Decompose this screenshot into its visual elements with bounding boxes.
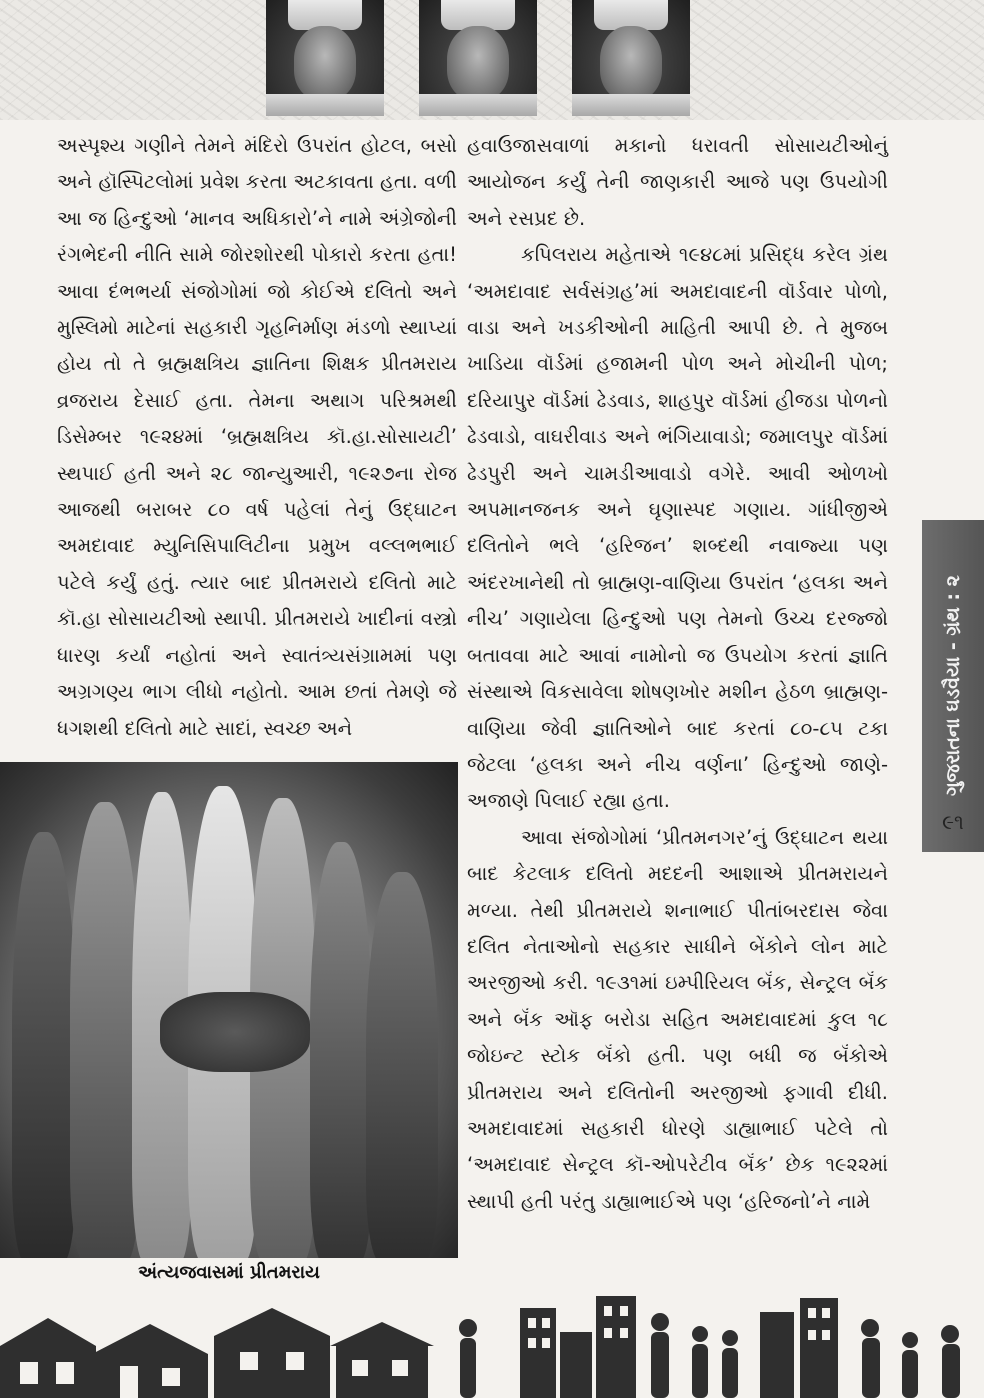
right-text-column [467,128,888,1220]
footer-silhouette-art [0,1288,984,1398]
left-text-column [57,128,457,747]
historical-group-photo [0,762,458,1258]
right-paragraph-1: હવાઉજાસવાળાં મકાનો ધરાવતી સોસાયટીઓનું આયોજન કર્યું તેની જાણકારી આજે પણ ઉપયોગી અને રસપ્રદ છે. [467,134,888,230]
portrait-image-1 [266,0,384,116]
left-paragraph-1: અસ્પૃશ્ય ગણીને તેમને મંદિરો ઉપરાંત હોટલ, બસો અને હૉસ્પિટલોમાં પ્રવેશ કરતા અટકાવતા હતા. વળી આ જ હિન્દુઓ ‘માનવ અધિકારો’ને નામે અંગ્રેજોની રંગભેદની નીતિ સામે જોરશોરથી પોકારો કરતા હતા! આવા દંભભર્યા સંજોગોમાં જો કોઈએ દલિતો અને મુસ્લિમો માટેનાં સહકારી ગૃહનિર્માણ મંડળો સ્થાપ્યાં હોય તો તે બ્રહ્મક્ષત્રિય જ્ઞાતિના શિક્ષક પ્રીતમરાય વ્રજરાય દેસાઈ હતા. તેમના અથાગ પરિશ્રમથી ડિસેમ્બર ૧૯૨૪માં ‘બ્રહ્મક્ષત્રિય કૉ.હા.સોસાયટી’ સ્થપાઈ હતી અને ૨૮ જાન્યુઆરી, ૧૯૨૭ના રોજ આજથી બરાબર ૮૦ વર્ષ પહેલાં તેનું ઉદ્‌ઘાટન અમદાવાદ મ્યુનિસિપાલિટીના પ્રમુખ વલ્લભભાઈ પટેલે કર્યું હતું. ત્યાર બાદ પ્રીતમરાયે દલિતો માટે કૉ.હા સોસાયટીઓ સ્થાપી. પ્રીતમરાયે ખાદીનાં વસ્ત્રો ધારણ કર્યાં નહોતાં અને સ્વાતંત્ર્યસંગ્રામમાં પણ અગ્રગણ્ય ભાગ લીધો નહોતો. આમ છતાં તેમણે જે ધગશથી દલિતો માટે સાદાં, સ્વચ્છ અને [57,134,457,740]
photo-caption: અંત્યજવાસમાં પ્રીતમરાય [138,1262,320,1283]
right-paragraph-2: કપિલરાય મહેતાએ ૧૯૪૮માં પ્રસિદ્ધ કરેલ ગ્રંથ ‘અમદાવાદ સર્વસંગ્રહ’માં અમદાવાદની વૉર્ડવાર પોળો, વાડા અને ખડકીઓની માહિતી આપી છે. તે મુજબ ખાડિયા વૉર્ડમાં હજામની પોળ અને મોચીની પોળ; દરિયાપુર વૉર્ડમાં ઢેડવાડ, શાહપુર વૉર્ડમાં હીજડા પોળનો ઢેડવાડો, વાઘરીવાડ અને ભંગિયાવાડો; જમાલપુર વૉર્ડમાં ઢેડપુરી અને ચામડીઆવાડો વગેરે. આવી ઓળખો અપમાનજનક અને ઘૃણાસ્પદ ગણાય. ગાંધીજીએ દલિતોને ભલે ‘હરિજન’ શબ્દથી નવાજ્યા પણ અંદરખાનેથી તો બ્રાહ્મણ-વાણિયા ઉપરાંત ‘હલકા અને નીચ’ ગણાયેલા હિન્દુઓ પણ તેમનો ઉચ્ચ દરજ્જો બતાવવા માટે આવાં નામોનો જ ઉપયોગ કરતાં જ્ઞાતિ સંસ્થાએ વિકસાવેલા શોષણખોર મશીન હેઠળ બ્રાહ્મણ-વાણિયા જેવી જ્ઞાતિઓને બાદ કરતાં ૮૦-૮૫ ટકા જેટલા ‘હલકા અને નીચ વર્ણના’ હિન્દુઓ જાણે-અજાણે પિલાઈ રહ્યા હતા. [467,243,888,813]
portrait-image-2 [419,0,537,116]
side-tab-label: ગુજરાતના ઘડવૈયા - ગ્રંથ : ૨ [942,575,964,797]
right-paragraph-3: આવા સંજોગોમાં ‘પ્રીતમનગર’નું ઉદ્‌ઘાટન થયા બાદ કેટલાક દલિતો મદદની આશાએ પ્રીતમરાયને મળ્યા. તેથી પ્રીતમરાયે શનાભાઈ પીતાંબરદાસ જેવા દલિત નેતાઓનો સહકાર સાધીને બેંકોને લોન માટે અરજીઓ કરી. ૧૯૩૧માં ઇમ્પીરિયલ બૅંક, સેન્ટ્રલ બૅંક અને બૅંક ઑફ બરોડા સહિત અમદાવાદમાં કુલ ૧૮ જોઇન્ટ સ્ટોક બૅંકો હતી. પણ બધી જ બૅંકોએ પ્રીતમરાય અને દલિતોની અરજીઓ ફગાવી દીધી. અમદાવાદમાં સહકારી ધોરણે ડાહ્યાભાઈ પટેલે તો ‘અમદાવાદ સેન્ટ્રલ કૉ-ઓપરેટીવ બૅંક’ છેક ૧૯૨૨માં સ્થાપી હતી પરંતુ ડાહ્યાભાઈએ પણ ‘હરિજનો’ને નામે [467,825,888,1213]
page-number: ૯૧ [942,810,964,834]
portrait-image-3 [572,0,690,116]
